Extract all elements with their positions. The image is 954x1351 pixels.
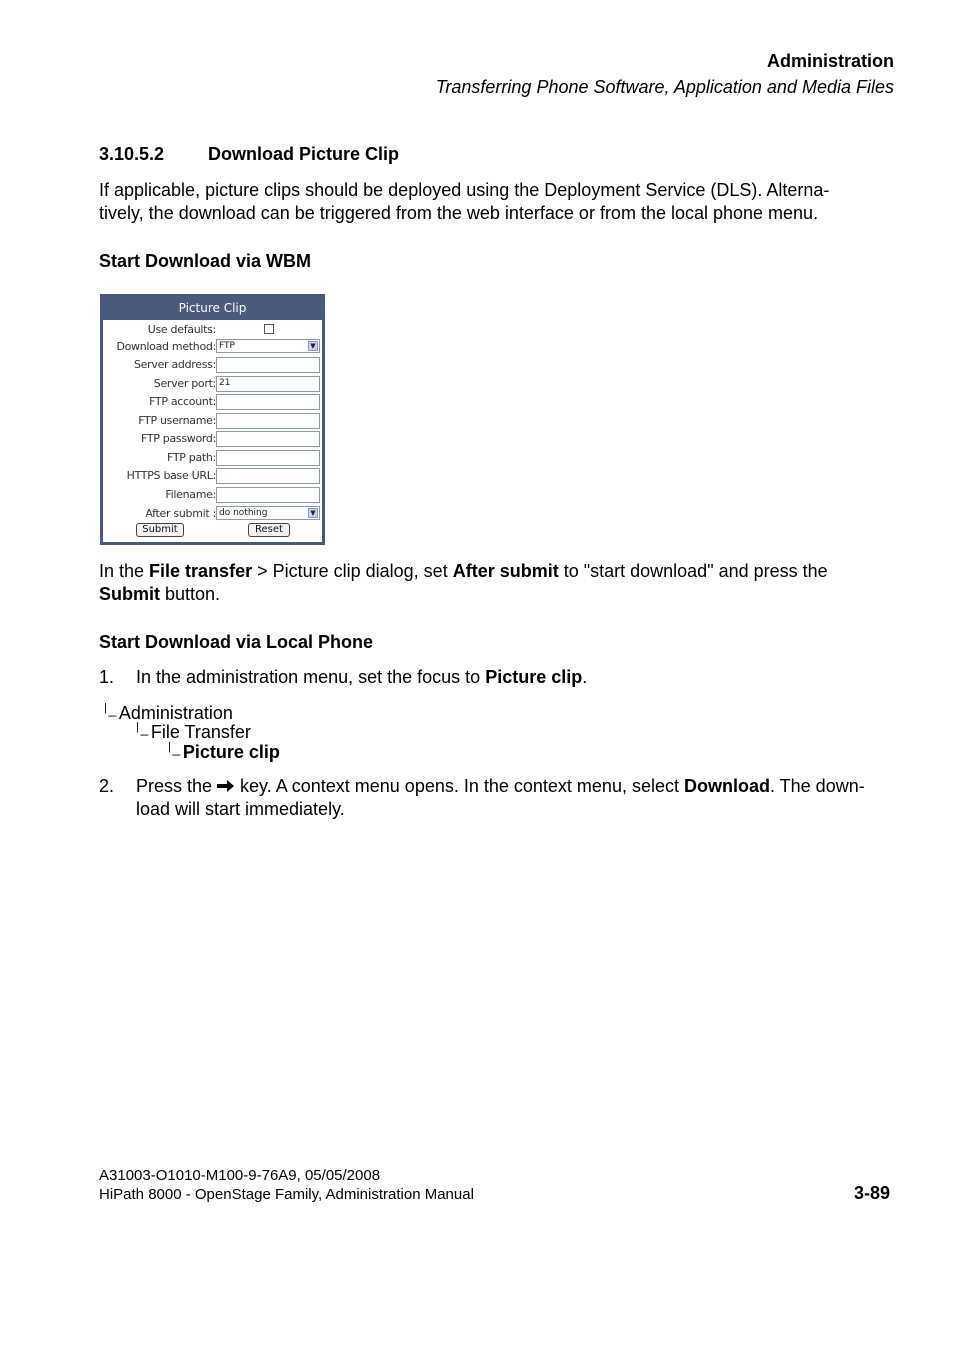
download-method-select[interactable] [216, 339, 320, 353]
server-port-label: Server port: [153, 377, 216, 390]
filename-label: Filename: [165, 488, 216, 501]
tree-dash: --- [171, 749, 180, 761]
step-2-text: Press the [136, 776, 218, 796]
tree-dash: --- [107, 710, 116, 722]
intro-line-1: If applicable, picture clips should be deployed using the Deployment Service (DLS). Alterna- [99, 180, 830, 200]
tree-picture-clip: Picture clip [182, 742, 280, 762]
step-1-number: 1. [99, 667, 115, 687]
intro-paragraph [99, 179, 899, 225]
ftp-path-label: FTP path: [167, 451, 216, 464]
server-port-input[interactable]: 21 [216, 376, 320, 392]
row-server-port [103, 376, 322, 394]
right-arrow-key-icon [217, 776, 235, 796]
ftp-path-input[interactable] [216, 450, 320, 466]
row-filename [103, 487, 322, 505]
server-address-input[interactable] [216, 357, 320, 373]
download-method-label: Download method: [116, 340, 216, 353]
section-number: 3.10.5.2 [99, 144, 165, 164]
instr-bold-file-transfer: File transfer [149, 561, 253, 581]
step-2-line-2: load will start immediately. [136, 799, 345, 819]
download-method-value: FTP [219, 341, 235, 351]
row-download-method [103, 339, 322, 357]
reset-button[interactable]: Reset [248, 523, 290, 537]
step-2-text: . The down- [769, 776, 865, 796]
https-base-url-label: HTTPS base URL: [126, 469, 216, 482]
step-2-number: 2. [99, 776, 115, 796]
server-address-label: Server address: [134, 358, 216, 371]
intro-line-2: tively, the download can be triggered from the web interface or from the local phone menu. [99, 203, 819, 223]
running-header-subtitle: Transferring Phone Software, Application and Media Files [435, 77, 894, 97]
ftp-password-label: FTP password: [140, 432, 216, 445]
menu-tree-level-2 [136, 722, 251, 743]
menu-tree-level-3 [168, 742, 280, 763]
step-2-text: key. A context menu opens. In the context menu, select [235, 776, 684, 796]
picture-clip-dialog [100, 294, 325, 545]
step-1 [99, 666, 899, 689]
after-submit-label: After submit : [145, 507, 216, 520]
ftp-account-label: FTP account: [149, 395, 216, 408]
row-ftp-path [103, 450, 322, 468]
row-ftp-password [103, 431, 322, 449]
chevron-down-icon: ▼ [308, 508, 318, 518]
instr-text: button. [160, 584, 221, 604]
tree-branch-icon: | [136, 721, 139, 733]
ftp-account-input[interactable] [216, 394, 320, 410]
wbm-instruction-line-2 [99, 583, 899, 606]
step-1-end: . [582, 667, 588, 687]
dialog-body [103, 320, 322, 542]
ftp-username-input[interactable] [216, 413, 320, 429]
row-after-submit [103, 506, 322, 524]
row-use-defaults [103, 322, 322, 340]
submit-button[interactable]: Submit [136, 523, 184, 537]
use-defaults-label: Use defaults: [147, 323, 216, 336]
instr-bold-after-submit: After submit [452, 561, 559, 581]
running-header-chapter: Administration [766, 51, 894, 71]
step-2 [99, 775, 899, 821]
after-submit-value: do nothing [219, 508, 268, 518]
ftp-password-input[interactable] [216, 431, 320, 447]
row-server-address [103, 357, 322, 375]
page-number: 3-89 [853, 1183, 890, 1203]
tree-branch-icon: | [104, 702, 107, 714]
step-2-line-1 [99, 775, 899, 798]
step-2-bold: Download [683, 776, 770, 796]
tree-dash: --- [139, 729, 148, 741]
instr-bold-submit: Submit [99, 584, 160, 604]
row-ftp-username [103, 413, 322, 431]
wbm-instruction [99, 560, 899, 606]
instr-text: to "start download" and press the [558, 561, 828, 581]
step-1-bold: Picture clip [485, 667, 583, 687]
step-1-text: In the administration menu, set the focus to [136, 667, 486, 687]
tree-branch-icon: | [168, 741, 171, 753]
chevron-down-icon: ▼ [308, 341, 318, 351]
dialog-title: Picture Clip [178, 301, 247, 315]
use-defaults-checkbox[interactable] [264, 324, 274, 334]
footer-manual-title: HiPath 8000 - OpenStage Family, Administration Manual [99, 1186, 474, 1203]
ftp-username-label: FTP username: [138, 414, 216, 427]
row-ftp-account [103, 394, 322, 412]
wbm-heading: Start Download via WBM [99, 251, 312, 271]
tree-administration: Administration [118, 703, 233, 723]
row-https-base-url [103, 468, 322, 486]
section-title: Download Picture Clip [208, 144, 400, 164]
after-submit-select[interactable] [216, 506, 320, 520]
instr-text: In the [99, 561, 150, 581]
menu-tree-level-1 [104, 703, 233, 724]
footer-doc-id: A31003-O1010-M100-9-76A9, 05/05/2008 [99, 1167, 381, 1184]
filename-input[interactable] [216, 487, 320, 503]
local-phone-heading: Start Download via Local Phone [99, 632, 374, 652]
wbm-instruction-line-1 [99, 560, 899, 583]
tree-file-transfer: File Transfer [150, 722, 251, 742]
instr-text: > Picture clip dialog, set [252, 561, 453, 581]
https-base-url-input[interactable] [216, 468, 320, 484]
